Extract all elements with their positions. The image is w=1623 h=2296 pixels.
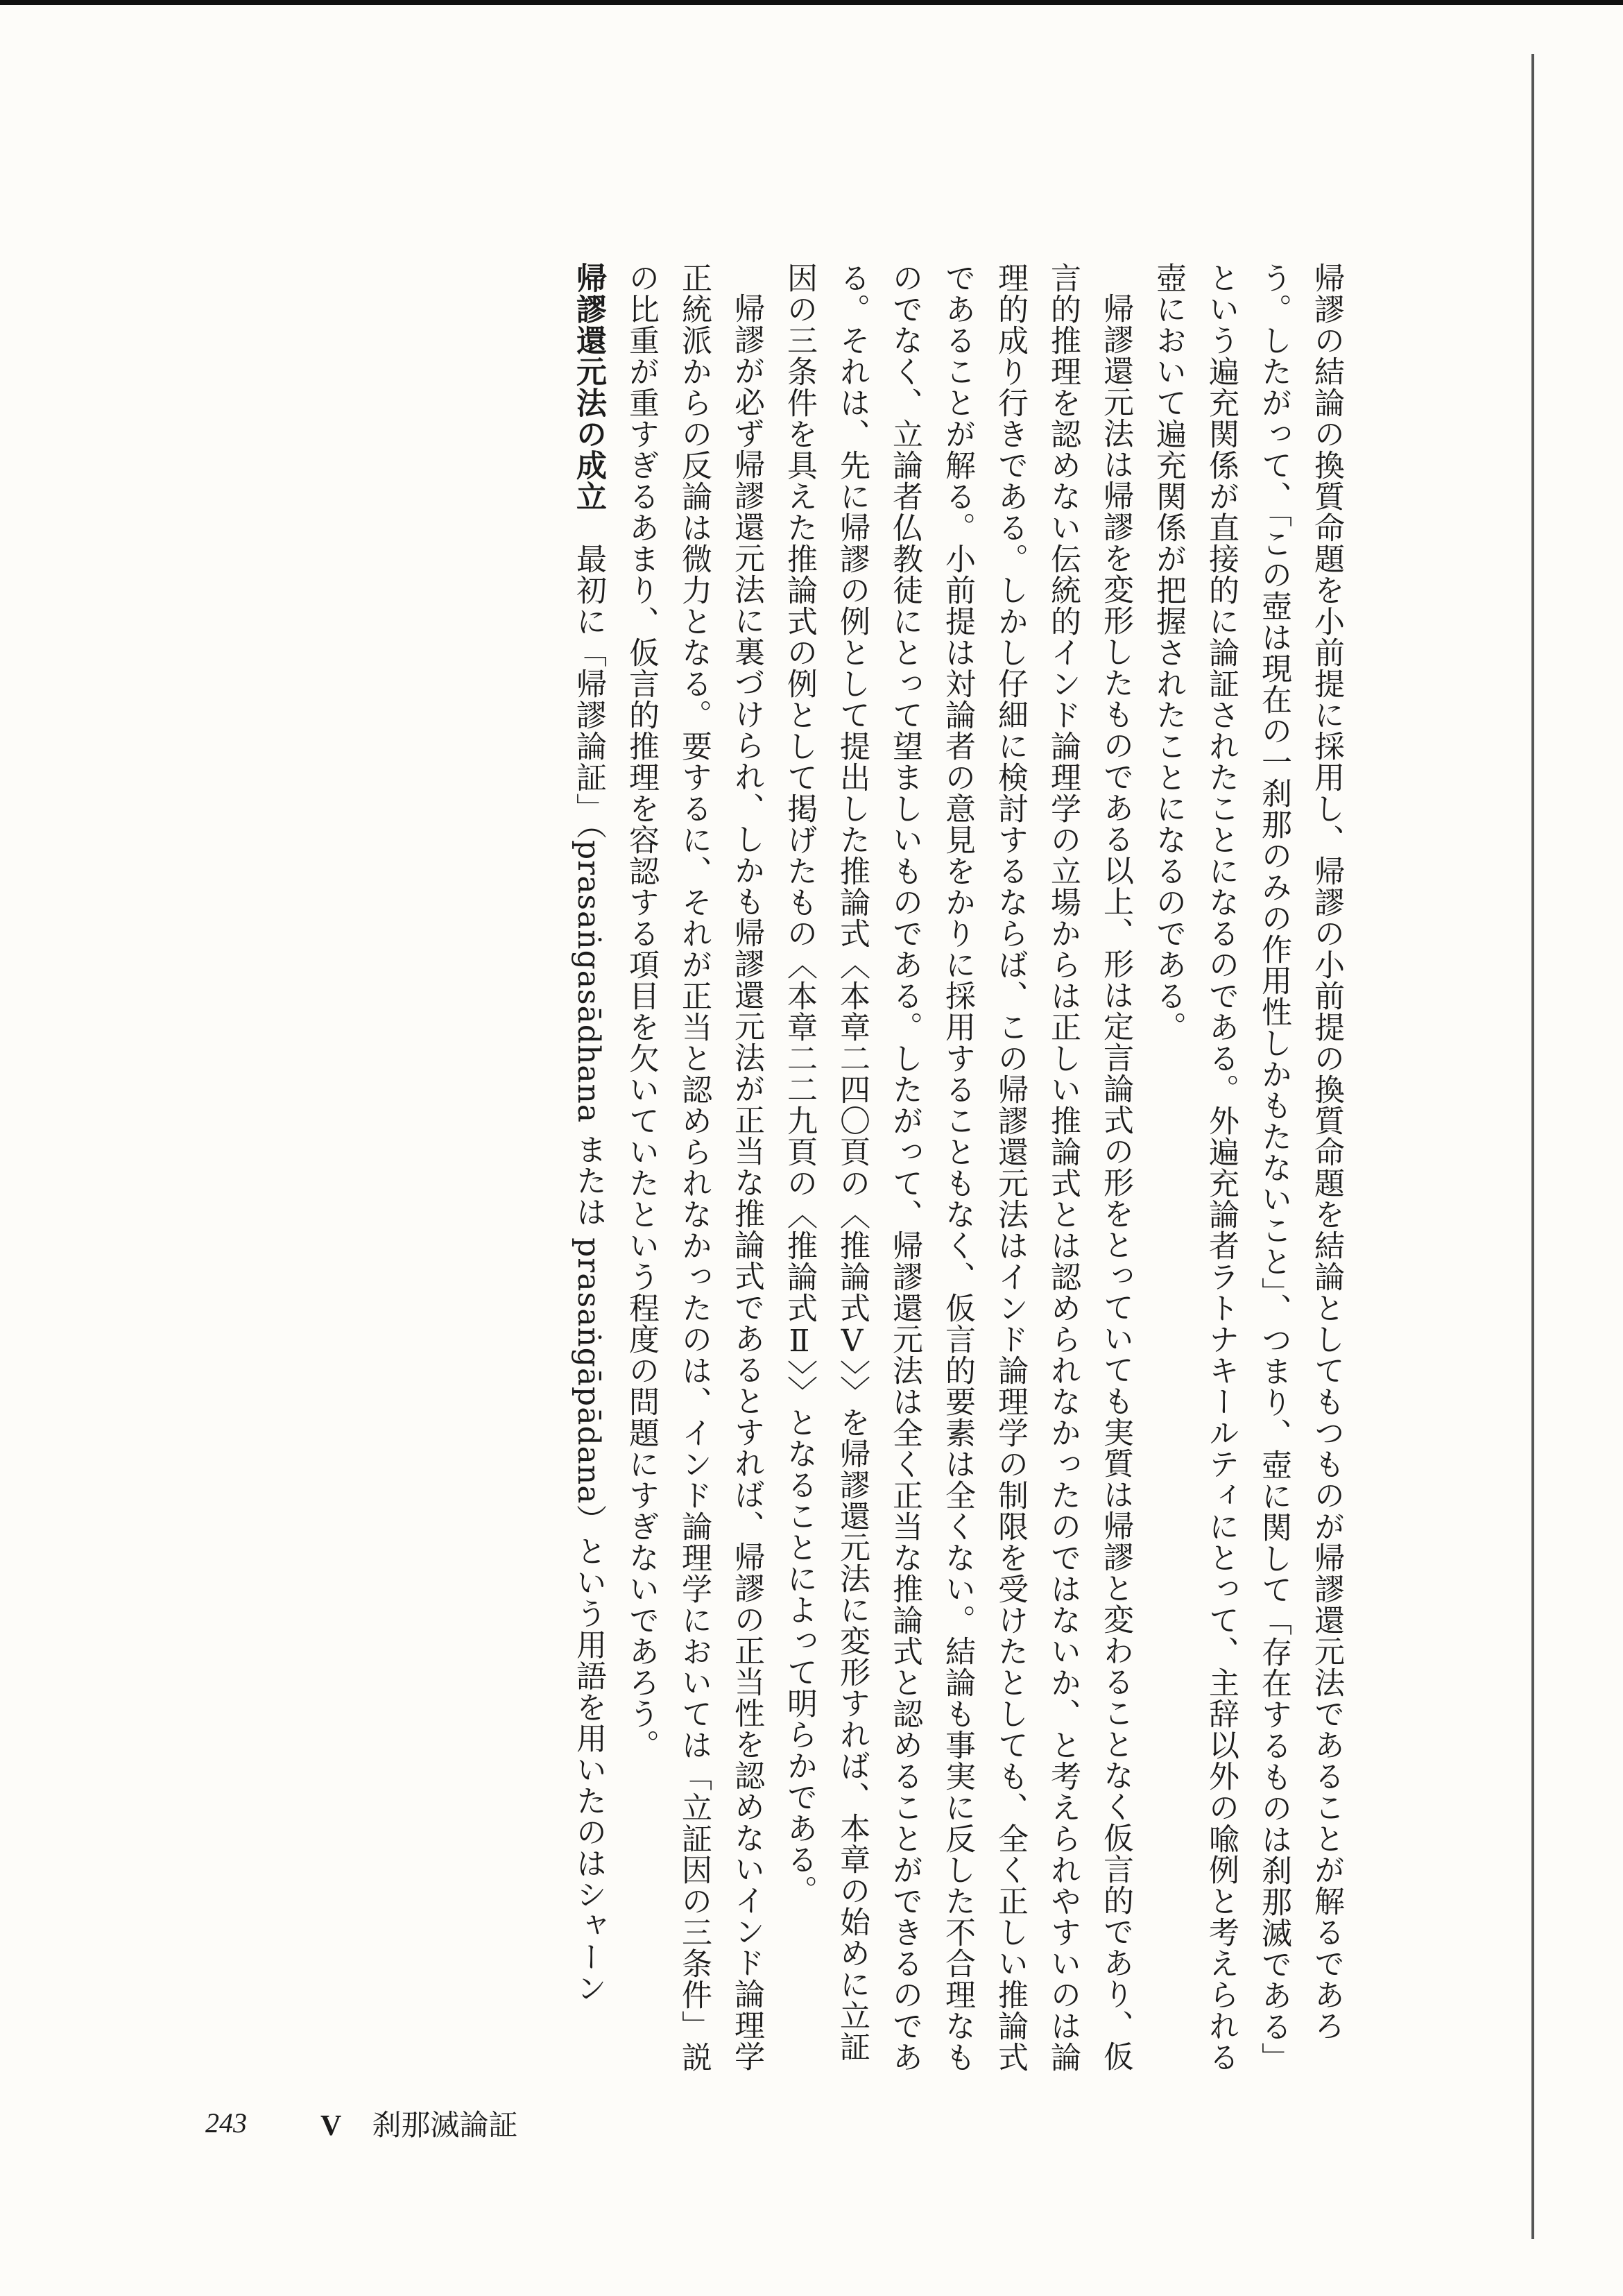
chapter-title: 刹那滅論証 [372, 2108, 518, 2142]
chapter-numeral: V [320, 2110, 342, 2142]
body-text [312, 262, 1352, 2080]
top-rule [0, 0, 1623, 5]
running-head [320, 2102, 517, 2144]
page-number: 243 [205, 2107, 247, 2139]
section-heading: 帰謬還元法の成立 [571, 262, 606, 512]
section-paragraph [562, 262, 615, 2080]
paragraph-2: 帰謬還元法は帰謬を変形したものである以上、形は定言論式の形をとっていても実質は帰謬と変わることなく仮言的であり、仮言的推理を認めない伝統的インド論理学の立場からは正しい推論式とは認められなかったのではないか、と考えられやすいのは論理的成り行きである。しかし仔細に検討するならば、この帰謬還元法はインド論理学の制限を受けたとしても、全く正しい推論式であることが解る。小前提は対論者の意見をかりに採用することもなく、仮言的要素は全くない。結論も事実に反した不合理なものでなく、立論者仏教徒にとって望ましいものである。したがって、帰謬還元法は全く正当な推論式と認めることができるのである。それは、先に帰謬の例として提出した推論式〈本章二四〇頁の〈推論式Ⅴ〉〉を帰謬還元法に変形すれば、本章の始めに立証因の三条件を具えた推論式の例として掲げたもの〈本章二二九頁の〈推論式Ⅱ〉〉となることによって明らかである。 [782, 262, 1133, 2073]
margin-rule [1531, 54, 1534, 2239]
paragraph-1: 帰謬の結論の換質命題を小前提に採用し、帰謬の小前提の換質命題を結論としてもつものが帰謬還元法であることが解るであろう。したがって、「この壺は現在の一刹那のみの作用性しかもたないこと」、つまり、壺に関して「存在するものは刹那滅である」という遍充関係が直接的に論証されたことになるのである。外遍充論者ラトナキールティにとって、主辞以外の喩例と考えられる壺において遍充関係が把握されたことになるのである。 [1151, 262, 1344, 2073]
paragraph-3: 帰謬が必ず帰謬還元法に裏づけられ、しかも帰謬還元法が正当な推論式であるとすれば、帰謬の正当性を認めないインド論理学正統派からの反論は微力となる。要するに、それが正当と認められなかったのは、インド論理学においては「立証因の三条件」説の比重が重すぎるあまり、仮言的推理を容認する項目を欠いていたという程度の問題にすぎないであろう。 [624, 262, 764, 2073]
section-text: 最初に「帰謬論証」（prasaṅgasādhana または prasaṅgāpādana）という用語を用いたのはシャーン [571, 543, 606, 2004]
